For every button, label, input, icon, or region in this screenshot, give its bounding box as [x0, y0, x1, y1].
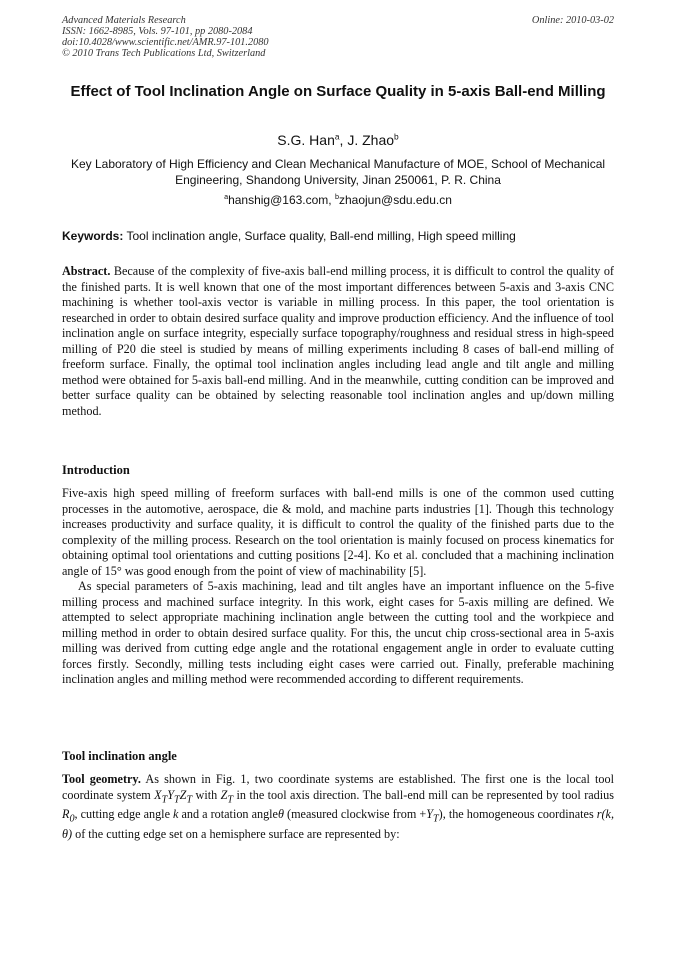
copyright-line: © 2010 Trans Tech Publications Ltd, Switzerland — [62, 48, 266, 59]
email-address: zhaojun@sdu.edu.cn — [338, 193, 452, 207]
text-run: and a rotation angle — [178, 807, 278, 822]
math-symbol: Z — [179, 787, 187, 802]
section-heading: Introduction — [62, 463, 130, 477]
math-subscript: T — [186, 793, 193, 805]
math-subscript: T — [174, 793, 180, 805]
online-date: Online: 2010-03-02 — [531, 15, 614, 26]
text-run: (measured clockwise from + — [283, 807, 427, 822]
section-heading: Tool inclination angle — [62, 749, 177, 763]
email-superscript: a — [224, 192, 229, 201]
text-run: As shown in Fig. 1, two coordinate systems are established. The first one is the local tool coordinate system — [62, 772, 614, 802]
math-subscript: 0 — [69, 813, 75, 825]
author-line — [62, 131, 614, 149]
keywords-label: Keywords: — [62, 229, 124, 243]
affiliation: Key Laboratory of High Efficiency and Clean Mechanical Manufacture of MOE, School of Mechanical Engineering, Shandong University, Jinan 250061, P. R. China — [70, 157, 606, 187]
text-run: of the cutting edge set on a hemisphere surface are represented by: — [72, 827, 400, 842]
issn-line: ISSN: 1662-8985, Vols. 97-101, pp 2080-2084 — [62, 26, 253, 37]
math-symbol: Z — [220, 787, 228, 802]
keywords-text: Tool inclination angle, Surface quality, Ball-end milling, High speed milling — [123, 229, 516, 243]
math-subscript: T — [227, 793, 234, 805]
text-run: ), the homogeneous coordinates — [438, 807, 597, 822]
keywords — [62, 228, 614, 244]
paragraph-label: Tool geometry. — [62, 772, 141, 786]
paragraph: As special parameters of 5-axis machining, lead and tilt angles have an important influence on the 5-five milling process and machined surface integrity. In this work, eight cases for 5-axis milling are defined. We attempted to select appropriate machining inclination angle between the cutting tool and the workpiece and milling method in order to obtain desired surface quality. For this, the uncut chip cross-sectional area in 5-axis milling was derived from cutting edge angle and the rotational engagement angle in order to evaluate cutting forces firstly. Secondly, milling tests including eight cases were carried out. Finally, preferable machining inclination angles and milling method were recommended according to different requirements. — [62, 579, 614, 686]
author-name: S.G. Han — [277, 132, 335, 148]
math-symbol: k — [173, 807, 179, 822]
abstract-label: Abstract. — [62, 264, 111, 278]
math-symbol: Y — [426, 807, 434, 822]
author-superscript: b — [394, 131, 399, 142]
introduction-body — [62, 486, 614, 688]
math-symbol: Y — [167, 787, 175, 802]
math-args: (k, θ) — [62, 807, 615, 842]
author-separator: , — [339, 132, 348, 148]
text-run: in the tool axis direction. The ball-end mill can be represented by tool radius — [233, 787, 614, 802]
paragraph: Five-axis high speed milling of freeform surfaces with ball-end mills is one of the common used cutting processes in the automotive, aerospace, die & mold, and machine parts industries [1]. Though this technology increases productivity and surface quality, it is difficult to control the quality of the finished parts due to the complexity of the milling process. Research on the tool orientation is mainly focused on process kinematics for obtaining optimal tool orientations and cutting positions [2-4]. Ko et al. concluded that a machining inclination angle of 15° was good enough from the point of view of machinability [5]. — [62, 486, 614, 578]
text-run: with — [192, 787, 221, 802]
math-symbol: R — [62, 807, 70, 822]
doi-line: doi:10.4028/www.scientific.net/AMR.97-101.2080 — [62, 37, 269, 48]
email-superscript: b — [334, 192, 339, 201]
author-name: J. Zhao — [347, 132, 395, 148]
abstract — [62, 264, 614, 419]
email-address: hanshig@163.com, — [228, 193, 335, 207]
tool-geometry-paragraph — [62, 772, 614, 843]
paper-title: Effect of Tool Inclination Angle on Surface Quality in 5-axis Ball-end Milling — [70, 83, 606, 100]
math-subscript: T — [433, 813, 439, 825]
text-run: , cutting edge angle — [74, 807, 174, 822]
math-symbol: X — [154, 787, 162, 802]
abstract-text: Because of the complexity of five-axis ball-end milling process, it is difficult to control the quality of the finished parts. It is well known that one of the most important differences between 5-axis and 3-axis CNC machining is whether tool-axis vector is variable in milling process. In this paper, the tool orientation is researched in order to obtain desired surface quality and improve production efficiency. And the influence of tool inclination angle on surface integrity, especially surface topography/roughness and residual stress in high-speed milling of P20 die steel is studied by means of milling experiments including 8 cases of ball-end milling of freeform surface. Finally, the optimal tool inclination angles including lead angle and tilt angle and milling method were obtained for 5-axis ball-end milling. And in the meanwhile, cutting condition can be improved and better surface quality can be obtained by selecting reasonable tool inclination angles and up/down milling method. — [62, 264, 614, 418]
journal-name: Advanced Materials Research — [62, 15, 186, 26]
author-superscript: a — [334, 131, 340, 142]
math-symbol: r — [596, 807, 602, 822]
journal-header — [62, 15, 614, 59]
email-line — [62, 192, 614, 208]
math-symbol: θ — [277, 807, 284, 822]
math-subscript: T — [161, 793, 168, 805]
